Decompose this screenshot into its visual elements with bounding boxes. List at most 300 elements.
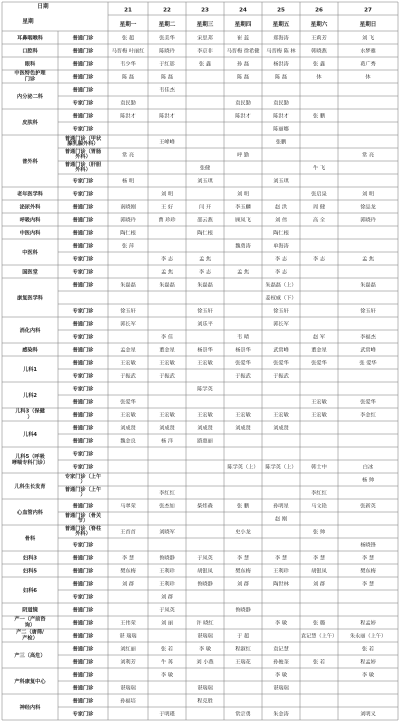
doctor-cell: 杨 洋 <box>160 438 174 445</box>
doctor-cell: 李 志 <box>312 256 326 263</box>
doctor-cell: 李金红 <box>360 412 376 419</box>
doctor-cell: 张 鑫 <box>312 61 326 68</box>
doctor-cell: 李 敏 <box>361 672 375 679</box>
doctor-cell: 胡银凤 <box>197 568 213 575</box>
doctor-cell: 孙福培 <box>120 698 136 705</box>
department-label: 中医内科 <box>19 230 41 237</box>
clinic-type-label: 普通门诊 <box>72 607 94 614</box>
department-label: 内分泌二科 <box>17 94 43 100</box>
doctor-cell: 张爱华 <box>311 360 327 367</box>
doctor-cell: 谌瑞瑞 <box>197 633 213 640</box>
doctor-cell: 李 慧 <box>236 555 250 562</box>
doctor-cell: 王宏敏 <box>120 360 136 367</box>
doctor-cell: 陈学英（上） <box>265 464 297 471</box>
doctor-cell: 孟 焦 <box>236 269 250 276</box>
doctor-cell: 谌瑞瑞 <box>120 685 136 692</box>
department-label: 妇科3 <box>23 555 37 562</box>
doctor-cell: 李福杰 <box>360 334 376 341</box>
department-label: 普外科 <box>22 159 38 165</box>
doctor-cell: 鲁晓静 <box>235 607 251 614</box>
doctor-cell: 张 鹏 <box>312 113 326 120</box>
doctor-cell: 李 志 <box>160 256 174 263</box>
clinic-type-label: 普通门诊 <box>72 685 94 692</box>
department-label: 神经内科 <box>19 705 41 711</box>
department-label: 中医科 <box>22 250 38 256</box>
doctor-cell: 武常峰 <box>273 347 289 354</box>
doctor-cell: 常 亮 <box>121 152 135 159</box>
department-label: 心血管内科 <box>17 510 43 516</box>
doctor-cell: 高 全 <box>312 217 326 224</box>
department-label: 国医堂 <box>22 269 38 276</box>
doctor-cell: 赵 刚 <box>274 516 288 523</box>
doctor-cell: 陶仁根 <box>273 230 289 237</box>
clinic-type-label: 专家门诊 <box>72 542 94 549</box>
clinic-type-label: 普通门诊（脊柱外科） <box>64 526 102 538</box>
doctor-cell: 于明瑾 <box>159 711 175 718</box>
doctor-cell: 袁民勤 <box>235 100 251 107</box>
doctor-cell: 于红影 <box>159 61 175 68</box>
doctor-cell: 张 萍 <box>121 243 135 250</box>
doctor-cell: 魏金良 <box>120 438 136 445</box>
clinic-type-label: 普通门诊（胃肠外科） <box>64 149 102 161</box>
clinic-type-label: 普通门诊 <box>72 48 94 55</box>
doctor-cell: 王宏敏 <box>120 412 136 419</box>
doctor-cell: 朱磊磊 <box>360 282 376 289</box>
doctor-cell: 杨洪涛 <box>273 61 289 68</box>
doctor-cell: 王宏敏 <box>311 412 327 419</box>
doctor-cell: 李红红 <box>159 490 175 497</box>
doctor-cell: 宋思邦 <box>197 35 213 42</box>
doctor-cell: 陈洪才 <box>120 113 136 120</box>
doctor-cell: 朱金涛 <box>273 711 289 718</box>
clinic-type-label: 普通门诊 <box>72 61 94 68</box>
doctor-cell: 陈洪才 <box>273 113 289 120</box>
department-label: 中医特色护理门诊 <box>14 70 46 83</box>
doctor-cell: 张 鑫 <box>198 61 212 68</box>
weekday-cell: 星期日 <box>359 22 377 28</box>
doctor-cell: 杨晓锋 <box>360 542 376 549</box>
date-label: 日期 <box>37 4 49 10</box>
doctor-cell: 马翠荣 <box>120 503 136 510</box>
doctor-cell: 许 晓红 <box>196 620 214 627</box>
doctor-cell: 王宏敏 <box>159 412 175 419</box>
doctor-cell: 常 亮 <box>361 152 375 159</box>
doctor-cell: 王利珍 <box>159 581 175 588</box>
clinic-type-label: 普通门诊 <box>72 438 94 445</box>
doctor-cell: 刘 明 <box>361 191 375 198</box>
doctor-cell: 休 <box>316 74 322 81</box>
weekday-label: 星期 <box>22 19 34 25</box>
department-label: 儿科1 <box>23 367 37 373</box>
doctor-cell: 于 超 <box>236 633 250 640</box>
doctor-cell: 王宏敏 <box>159 360 175 367</box>
doctor-cell: 李 慧 <box>361 581 375 588</box>
date-cell: 22 <box>163 7 171 14</box>
doctor-cell: 韩晓燕 <box>311 48 327 55</box>
doctor-cell: 牛 苒 <box>160 659 174 666</box>
clinic-type-label: 专家门诊 <box>72 386 94 393</box>
doctor-cell: 程克胜 <box>197 698 213 705</box>
doctor-cell: 陶仁根 <box>197 230 213 237</box>
doctor-cell: 朱磊磊 <box>159 282 175 289</box>
doctor-cell: 陈洪才 <box>235 113 251 120</box>
doctor-cell: 于振武 <box>273 373 289 380</box>
doctor-cell: 李 敏 <box>198 646 212 653</box>
doctor-cell: 孟 焦 <box>160 269 174 276</box>
doctor-cell: 闫 开 <box>198 204 212 211</box>
department-label: 消化内科 <box>19 328 41 334</box>
doctor-cell: 郭晓玲 <box>360 217 376 224</box>
doctor-cell: 郑海涛 <box>273 35 289 42</box>
doctor-cell: 刘 群 <box>121 581 135 588</box>
weekday-cell: 星期三 <box>196 22 214 28</box>
clinic-type-label: 普通门诊 <box>72 412 94 419</box>
weekday-cell: 星期四 <box>234 22 252 28</box>
clinic-type-label: 专家门诊 <box>72 373 94 380</box>
doctor-cell: 王宏敏 <box>311 399 327 406</box>
department-label: 呼吸内科 <box>19 217 41 224</box>
doctor-cell: 于振武 <box>159 373 175 380</box>
doctor-cell: 徐品龙 <box>360 204 376 211</box>
doctor-cell: 呼 勤 <box>236 152 250 159</box>
clinic-type-label: 普通门诊 <box>72 74 94 81</box>
clinic-type-label: 专家门诊 <box>72 191 94 198</box>
doctor-cell: 刘明义 <box>360 711 376 718</box>
doctor-cell: 张爱华 <box>360 399 376 406</box>
clinic-type-label: 专家门诊 <box>72 451 94 458</box>
doctor-cell: 徐玉轩 <box>273 308 289 315</box>
doctor-cell: 杨景华 <box>197 347 213 354</box>
doctor-cell: 马晋梅 徐希健 <box>226 48 260 55</box>
doctor-cell: 张杰如 <box>159 503 175 510</box>
doctor-cell: 柴炜森 <box>197 503 213 510</box>
doctor-cell: 王宏敏 <box>197 360 213 367</box>
doctor-cell: 王首首 <box>120 529 136 536</box>
doctor-cell: 陈 磊 <box>236 74 250 81</box>
department-label: 骨科 <box>24 536 36 542</box>
doctor-cell: 邵云燕 <box>197 217 213 224</box>
doctor-cell: 张爱华 <box>273 360 289 367</box>
doctor-cell: 武常峰 <box>360 347 376 354</box>
doctor-cell: 朱磊磊 <box>120 282 136 289</box>
doctor-cell: 张美华 <box>159 35 175 42</box>
doctor-cell: 孙俊奎 <box>273 659 289 666</box>
department-label: 儿科2 <box>23 393 37 399</box>
doctor-cell: 袁记慧 <box>273 646 289 653</box>
doctor-cell: 陶世林 <box>273 581 289 588</box>
doctor-cell: 刘 飞 <box>361 35 375 42</box>
clinic-type-label: 专家门诊 <box>72 464 94 471</box>
clinic-type-label: 普通门诊 <box>72 217 94 224</box>
department-label: 儿科3（保健） <box>15 408 45 421</box>
clinic-type-label: 专家门诊 <box>72 100 94 107</box>
department-label: 康复医学科 <box>17 295 43 302</box>
doctor-cell: 刘 小燕 <box>196 659 214 666</box>
doctor-cell: 刘 群 <box>160 594 174 601</box>
doctor-cell: 陈学英 <box>197 386 213 393</box>
clinic-type-label: 普通门诊（肝胆外科） <box>64 162 102 174</box>
department-label: 儿科生长发育 <box>14 484 46 490</box>
doctor-cell: 南晓刚 <box>120 204 136 211</box>
doctor-cell: 杨 明 <box>121 178 135 185</box>
doctor-cell: 赵 洪 <box>274 204 288 211</box>
date-cell: 23 <box>201 7 209 14</box>
department-label: 产科康复中心 <box>14 679 46 685</box>
clinic-type-label: 普通门诊 <box>72 581 94 588</box>
weekday-cell: 星期二 <box>158 22 176 28</box>
doctor-cell: 李 敏 <box>160 672 174 679</box>
doctor-cell: 刘玉琪 <box>273 178 289 185</box>
date-cell: 27 <box>364 7 372 14</box>
doctor-cell: 李京非 <box>197 48 213 55</box>
doctor-cell: 陈 磊 <box>121 74 135 81</box>
date-cell: 25 <box>277 7 285 14</box>
doctor-cell: 王宏敏 <box>197 412 213 419</box>
doctor-cell: 韩士中 <box>311 464 327 471</box>
doctor-cell: 张 璐 <box>312 620 326 627</box>
department-label: 产二（唐筛/产检） <box>16 629 44 642</box>
doctor-cell: 张 鹏 <box>236 503 250 510</box>
doctor-cell: 孙明星 <box>273 503 289 510</box>
doctor-cell: 张 若 <box>312 659 326 666</box>
doctor-cell: 常宗勇 <box>235 711 251 718</box>
doctor-cell: 韦少华 <box>120 61 136 68</box>
doctor-cell: 李玉麟 <box>235 204 251 211</box>
doctor-cell: 董金星 <box>159 347 175 354</box>
department-label: 泌尿外科 <box>19 204 41 211</box>
clinic-type-label: 普通门诊（骨关节） <box>64 513 102 525</box>
clinic-type-label: 普通门诊 <box>72 243 94 250</box>
doctor-cell: 孟 焦 <box>361 256 375 263</box>
doctor-cell: 董金星 <box>311 347 327 354</box>
doctor-cell: 刘 明 <box>160 191 174 198</box>
department-label: 感染科 <box>22 347 38 354</box>
clinic-type-label: 普通门诊 <box>72 282 94 289</box>
doctor-cell: 樊东梅 <box>360 568 376 575</box>
doctor-cell: 徐玉轩 <box>197 308 213 315</box>
clinic-type-label: 普通门诊 <box>72 620 94 627</box>
doctor-cell: 朱磊磊（上） <box>265 282 297 289</box>
doctor-cell: 朱磊磊 <box>197 282 213 289</box>
doctor-cell: 韦佳杰 <box>159 87 175 94</box>
doctor-cell: 李 慧 <box>121 555 135 562</box>
doctor-cell: 樊东梅 <box>235 568 251 575</box>
doctor-cell: 谌 瑞瑞 <box>119 633 137 640</box>
doctor-cell: 杨景华 <box>235 347 251 354</box>
doctor-cell: 鲁晓静 <box>197 581 213 588</box>
doctor-cell: 陈丽娜 <box>273 126 289 133</box>
doctor-cell: 刘成贤 <box>159 425 175 432</box>
doctor-cell: 牛 飞 <box>312 165 326 172</box>
doctor-cell: 袁民勤 <box>273 100 289 107</box>
doctor-cell: 鲁晓静 <box>159 555 175 562</box>
doctor-cell: 崔 蕊 <box>236 35 250 42</box>
clinic-type-label: 普通门诊 <box>72 503 94 510</box>
doctor-cell: 马晋梅 陈 林 <box>266 48 296 55</box>
doctor-cell: 樊东梅 <box>120 568 136 575</box>
doctor-cell: 刘 丽 <box>160 620 174 627</box>
department-label: 妇科5 <box>23 568 37 575</box>
doctor-cell: 刘成贤 <box>120 425 136 432</box>
clinic-type-label: 专家门诊 <box>72 178 94 185</box>
weekday-cell: 星期一 <box>119 22 137 28</box>
doctor-cell: 李 敏 <box>274 672 288 679</box>
clinic-type-label: 专家门诊 <box>72 126 94 133</box>
clinic-type-label: 普通门诊 <box>72 35 94 42</box>
doctor-cell: 张爱华 <box>235 360 251 367</box>
doctor-cell: 谌瑞瑞 <box>197 685 213 692</box>
doctor-cell: 赵 军 <box>312 334 326 341</box>
clinic-type-label: 普通门诊 <box>72 204 94 211</box>
doctor-cell: 陈 磊 <box>160 74 174 81</box>
doctor-cell: 王利珍 <box>159 568 175 575</box>
doctor-cell: 白冰 <box>362 464 374 471</box>
doctor-cell: 魏勇涛 <box>235 243 251 250</box>
doctor-cell: 王利珍 <box>273 568 289 575</box>
doctor-cell: 于凤英 <box>159 607 175 614</box>
department-label: 眼科 <box>24 61 36 68</box>
date-cell: 24 <box>239 7 247 14</box>
doctor-cell: 王峰峰 <box>159 139 175 146</box>
doctor-cell: 刘利芳 <box>120 659 136 666</box>
clinic-type-label: 普通门诊 <box>72 633 94 640</box>
department-label: 耳鼻咽喉科 <box>17 35 43 42</box>
doctor-cell: 胡银凤 <box>311 568 327 575</box>
clinic-type-label: 普通门诊 <box>72 672 94 679</box>
weekday-cell: 星期六 <box>310 22 328 28</box>
clinic-type-label: 普通门诊 <box>72 399 94 406</box>
clinic-type-label: 普通门诊 <box>72 698 94 705</box>
doctor-cell: 于振武 <box>120 373 136 380</box>
doctor-cell: 李 志 <box>274 269 288 276</box>
doctor-cell: 袁记慧（上午） <box>300 633 338 640</box>
doctor-cell: 陶仁根 <box>120 230 136 237</box>
doctor-cell: 程孟婷 <box>360 620 376 627</box>
doctor-cell: 刘玉琪 <box>197 178 213 185</box>
department-label: 儿科4 <box>23 432 37 438</box>
clinic-type-label: 普通门诊 <box>72 646 94 653</box>
clinic-type-label: 专家门诊 <box>72 256 94 263</box>
doctor-cell: 李 慧 <box>274 555 288 562</box>
clinic-type-label: 普通门诊 <box>72 321 94 328</box>
doctor-cell: 王宏敏 <box>273 412 289 419</box>
doctor-cell: 孟金星 <box>120 347 136 354</box>
clinic-type-label: 普通门诊 <box>72 87 94 94</box>
clinic-type-label: 专家门诊 <box>72 308 94 315</box>
doctor-cell: 杨 帅 <box>361 477 375 484</box>
doctor-cell: 李红红 <box>311 490 327 497</box>
clinic-type-label: 专家门诊（上午） <box>64 474 102 486</box>
doctor-cell: 陈洪才 <box>159 113 175 120</box>
doctor-cell: 单海涛 <box>273 243 289 250</box>
clinic-type-label: 普通门诊 <box>72 568 94 575</box>
doctor-cell: 郭长军 <box>273 321 289 328</box>
doctor-cell: 刘红丽 <box>120 646 136 653</box>
doctor-cell: 张 若 <box>160 646 174 653</box>
doctor-cell: 刘乐平 <box>197 321 213 328</box>
doctor-cell: 马晋梅 叶丽红 <box>111 48 145 55</box>
doctor-cell: 程淑红 <box>235 646 251 653</box>
doctor-cell: 徐玉轩 <box>120 308 136 315</box>
doctor-cell: 程孟婷 <box>360 659 376 666</box>
department-label: 口腔科 <box>22 48 38 55</box>
doctor-cell: 顾凤飞 <box>235 217 251 224</box>
clinic-type-label: 专家门诊 <box>72 269 94 276</box>
doctor-cell: 王瑞花 <box>235 659 251 666</box>
department-label: 产一（产前咨询） <box>14 616 46 629</box>
doctor-cell: 张 超 <box>121 35 135 42</box>
doctor-cell: 徐玉轩 <box>360 308 376 315</box>
clinic-type-label: 专家门诊 <box>72 711 94 718</box>
doctor-cell: 刘成贤 <box>273 425 289 432</box>
doctor-cell: 陈学英（上） <box>227 464 259 471</box>
doctor-cell: 王莉芳 <box>311 35 327 42</box>
doctor-cell: 王伟荣 <box>120 620 136 627</box>
doctor-cell: 朱永丽（上午） <box>349 633 387 640</box>
doctor-cell: 李 敏 <box>274 620 288 627</box>
doctor-cell: 陈 磊 <box>274 74 288 81</box>
doctor-cell: 郭晓玲 <box>120 217 136 224</box>
clinic-type-label: 普通门诊 <box>72 347 94 354</box>
doctor-cell: 陈晓玲 <box>159 48 175 55</box>
department-label: 皮肤科 <box>22 120 38 126</box>
clinic-type-label: 专家门诊 <box>72 594 94 601</box>
doctor-cell: 水梦雅 <box>360 48 376 55</box>
doctor-cell: 孟 焦 <box>198 256 212 263</box>
doctor-cell: 李 慧 <box>312 555 326 562</box>
doctor-cell: 刘 明 <box>236 191 250 198</box>
doctor-cell: 刘成贤 <box>197 425 213 432</box>
clinic-type-label: 普通门诊 <box>72 659 94 666</box>
clinic-type-label: 普通门诊 <box>72 360 94 367</box>
doctor-cell: 葛广秀 <box>360 61 376 68</box>
doctor-cell: 谌瑞瑞 <box>273 685 289 692</box>
doctor-cell: 刘 群 <box>312 581 326 588</box>
doctor-cell: 张 帅 <box>312 529 326 536</box>
doctor-cell: 王宏敏 <box>235 412 251 419</box>
doctor-cell: 姜权威（下） <box>265 295 297 302</box>
doctor-cell: 休 <box>365 74 371 81</box>
doctor-cell: 张启泉 <box>311 191 327 198</box>
doctor-cell: 李 佳 <box>160 334 174 341</box>
doctor-cell: 路惠丽 <box>197 438 213 445</box>
date-cell: 21 <box>124 7 132 14</box>
doctor-cell: 张 若 <box>361 646 375 653</box>
department-label: 老年医学科 <box>17 191 43 198</box>
date-cell: 26 <box>315 7 323 14</box>
department-label: 妇科6 <box>23 588 37 594</box>
clinic-type-label: 普通门诊 <box>72 555 94 562</box>
doctor-cell: 刘 群 <box>236 581 250 588</box>
doctor-cell: 袁民勤 <box>120 100 136 107</box>
clinic-type-label: 普通门诊 <box>72 230 94 237</box>
doctor-cell: 于凤英 <box>197 555 213 562</box>
department-label: 儿科5（呼吸哮喘专科门诊） <box>11 454 49 466</box>
department-label: 产三（高危） <box>14 653 46 659</box>
clinic-type-label: 普通门诊 <box>72 113 94 120</box>
weekday-cell: 星期五 <box>272 22 290 28</box>
clinic-type-label: 普通门诊（上午） <box>64 487 102 499</box>
doctor-cell: 马文艳 <box>311 503 327 510</box>
doctor-cell: 周 健 <box>312 204 326 211</box>
doctor-cell: 李 慧 <box>361 555 375 562</box>
clinic-type-label: 专家门诊 <box>72 334 94 341</box>
doctor-cell: 张健 <box>199 165 211 172</box>
doctor-cell: 孙 磊 <box>236 61 250 68</box>
doctor-cell: 张鹏 <box>275 139 287 146</box>
doctor-cell: 张爱华 <box>120 399 136 406</box>
clinic-type-label: 普通门诊 <box>72 425 94 432</box>
